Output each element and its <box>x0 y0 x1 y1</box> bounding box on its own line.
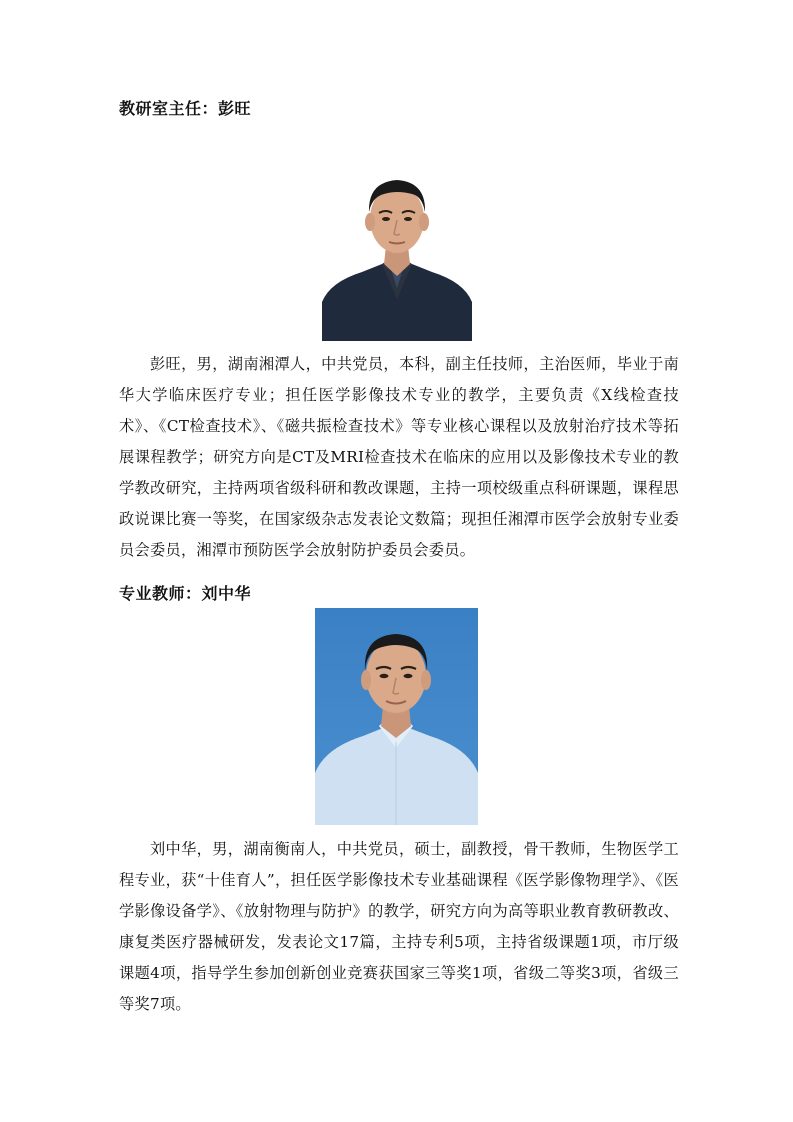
bio-paragraph-peng-wang: 彭旺，男，湖南湘潭人，中共党员，本科，副主任技师，主治医师，毕业于南华大学临床医疗专业；担任医学影像技术专业的教学，主要负责《X线检查技术》、《CT检查技术》、《磁共振检查技术》等专业核心课程以及放射治疗技术等拓展课程教学；研究方向是CT及MRI检查技术在临床的应用以及影像技术专业的教学教改研究，主持两项省级科研和教改课题，主持一项校级重点科研课题，课程思政说课比赛一等奖，在国家级杂志发表论文数篇；现担任湘潭市医学会放射专业委员会委员，湘潭市预防医学会放射防护委员会委员。 <box>119 355 679 559</box>
portrait-illustration <box>315 608 478 825</box>
section-heading-director: 教研室主任：彭旺 <box>119 99 252 118</box>
portrait-photo-peng-wang <box>322 164 472 341</box>
bio-paragraph-liu-zhonghua: 刘中华，男，湖南衡南人，中共党员，硕士，副教授，骨干教师，生物医学工程专业，获“十佳育人”，担任医学影像技术专业基础课程《医学影像物理学》、《医学影像设备学》、《放射物理与防护》的教学，研究方向为高等职业教育教研教改、康复类医疗器械研发，发表论文17篇，主持专利5项，主持省级课题1项，市厅级课题4项，指导学生参加创新创业竞赛获国家三等奖1项，省级二等奖3项，省级三等奖7项。 <box>119 840 679 1013</box>
portrait-photo-liu-zhonghua <box>315 608 478 825</box>
section-heading-teacher: 专业教师：刘中华 <box>119 584 252 603</box>
portrait-illustration <box>322 164 472 341</box>
